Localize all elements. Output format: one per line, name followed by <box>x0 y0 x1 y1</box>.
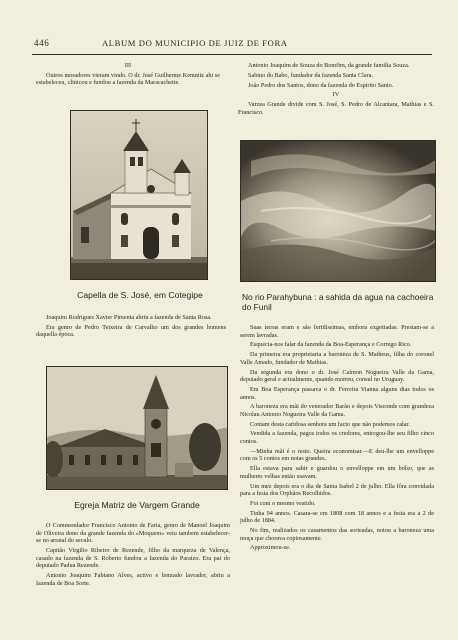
paragraph: Um mez depois era o dia de Santa Isabel 2 de julho. Ella fôra convidada para a festa dos Orphãos Recolhidos. <box>240 482 434 498</box>
chapel-caption: Capella de S. José, em Cotegipe <box>77 290 203 300</box>
paragraph: Foi com o mesmo vestido. <box>250 499 316 507</box>
paragraph: A baroneza era mãi do venerador Barão e depois Visconde com grandeza Nicolau Antonio Nogueira Valle da Gama. <box>240 403 434 418</box>
page-title: ALBUM DO MUNICIPIO DE JUIZ DE FORA <box>102 38 288 48</box>
paragraph: Capitão Virgilio Ribeiro de Rezende, filho da marqueza de Valença, casado na fazenda de S. Roberto fundou a fazenda do Paraizo. Era pai do deputado Padua Rezende. <box>36 546 230 570</box>
waterfall-illustration <box>241 141 436 282</box>
paragraph: Da segunda era dono o dr. José Calmon Nogueira Valle da Gama, deputado geral e actualmente, quando morreu, consul no Uruguay. <box>240 368 434 384</box>
paragraph: João Pedro dos Santos, dono da fazenda do Espirito Santo. <box>248 81 394 89</box>
paragraph: Approximou-se. <box>250 544 291 552</box>
church-caption: Egreja Matriz de Vargem Grande <box>74 500 200 510</box>
page-header <box>34 38 428 52</box>
right-top-text <box>238 62 434 118</box>
section-number-iii: III <box>124 62 132 69</box>
right-bottom-text <box>240 324 434 554</box>
paragraph: No fim, realizados os casamentos das sorteadas, notou a baroneza uma moça que chorava copiosamente. <box>240 527 434 542</box>
paragraph: Da primeira era proprietaria a baroneza de S. Matheus, filha do coronel Valle Amado, fundador de Mathias. <box>240 351 434 366</box>
paragraph: Antonio Joaquim de Souza do Bomfim, da grande familia Souza. <box>248 62 410 69</box>
paragraph: Outros moradores vieram vindo. O dr. José Guilherme Kemnitz ahi se estabeleceu, clinicou e fundou a fazenda da Maracachette. <box>36 71 220 87</box>
paragraph: Era genro de Pedro Teixeira de Carvalho um dos grandes homens daquella época. <box>36 323 226 339</box>
header-rule <box>32 54 432 55</box>
section-number-iv: IV <box>332 91 340 99</box>
paragraph: Joaquim Rodrigues Xavier Pimenta abriu a fazenda de Santa Rosa. <box>46 314 212 321</box>
paragraph: Sabino do Babo, fundador da fazenda Santa Clara. <box>248 71 373 79</box>
church-illustration <box>47 367 228 490</box>
church-photo <box>46 366 228 490</box>
paragraph: Suas terras eram e são fertilissimas, embora exgottadas. Prestam-se a serem lavradas. <box>240 324 434 339</box>
paragraph: Ella estava para sahir e guardou o envelloppe em um bolso, que as mulheres velhas então usavam. <box>240 465 434 480</box>
paragraph: Varzea Grande divide com S. José, S. Pedro de Alcantara, Mathias e S. Francisco. <box>238 100 434 116</box>
page-number: 446 <box>34 38 50 48</box>
paragraph: O Commendador Francisco Antonio de Faria, genro de Manoel Joaquim de Oliveira dono da grande fazenda do «Moquem» veiu tambem estabelecer-se no arraial do seculo. <box>36 522 230 545</box>
left-bottom-text <box>36 522 230 589</box>
left-top-text <box>36 62 220 89</box>
paragraph: Antonio Joaquim Fabiano Alves, activo e honrado lavrador, abriu a fazenda de Boa Sorte. <box>36 571 230 587</box>
left-mid-text <box>36 314 226 341</box>
paragraph: Esquecia-nos falar da fazenda da Boa-Esperança e Corrego Rico. <box>250 341 412 349</box>
chapel-photo <box>70 110 208 280</box>
paragraph: Em Boa Esperança passava o dr. Ferreira Vianna alguns dias todos os annos. <box>240 385 434 401</box>
chapel-illustration <box>71 111 208 280</box>
paragraph: —Minha mãi é o resto. Queira economisar.—E deu-lhe um envelloppe com os 5 contos em notas grandes. <box>240 447 434 463</box>
paragraph: Vendida a fazenda, pagos todos os credores, entregou-lhe seu filho cinco contos. <box>240 430 434 446</box>
paragraph: Tinha 94 annos. Casara-se em 1808 com 18 annos e a festa era a 2 de julho de 1884. <box>240 509 434 525</box>
river-caption: No rio Parahybuna : a sahida da agua na cachoeira do Funil <box>242 292 434 312</box>
river-photo <box>240 140 436 282</box>
paragraph: Contam desta caridosa senhora um facto que não podemos calar. <box>250 420 410 428</box>
